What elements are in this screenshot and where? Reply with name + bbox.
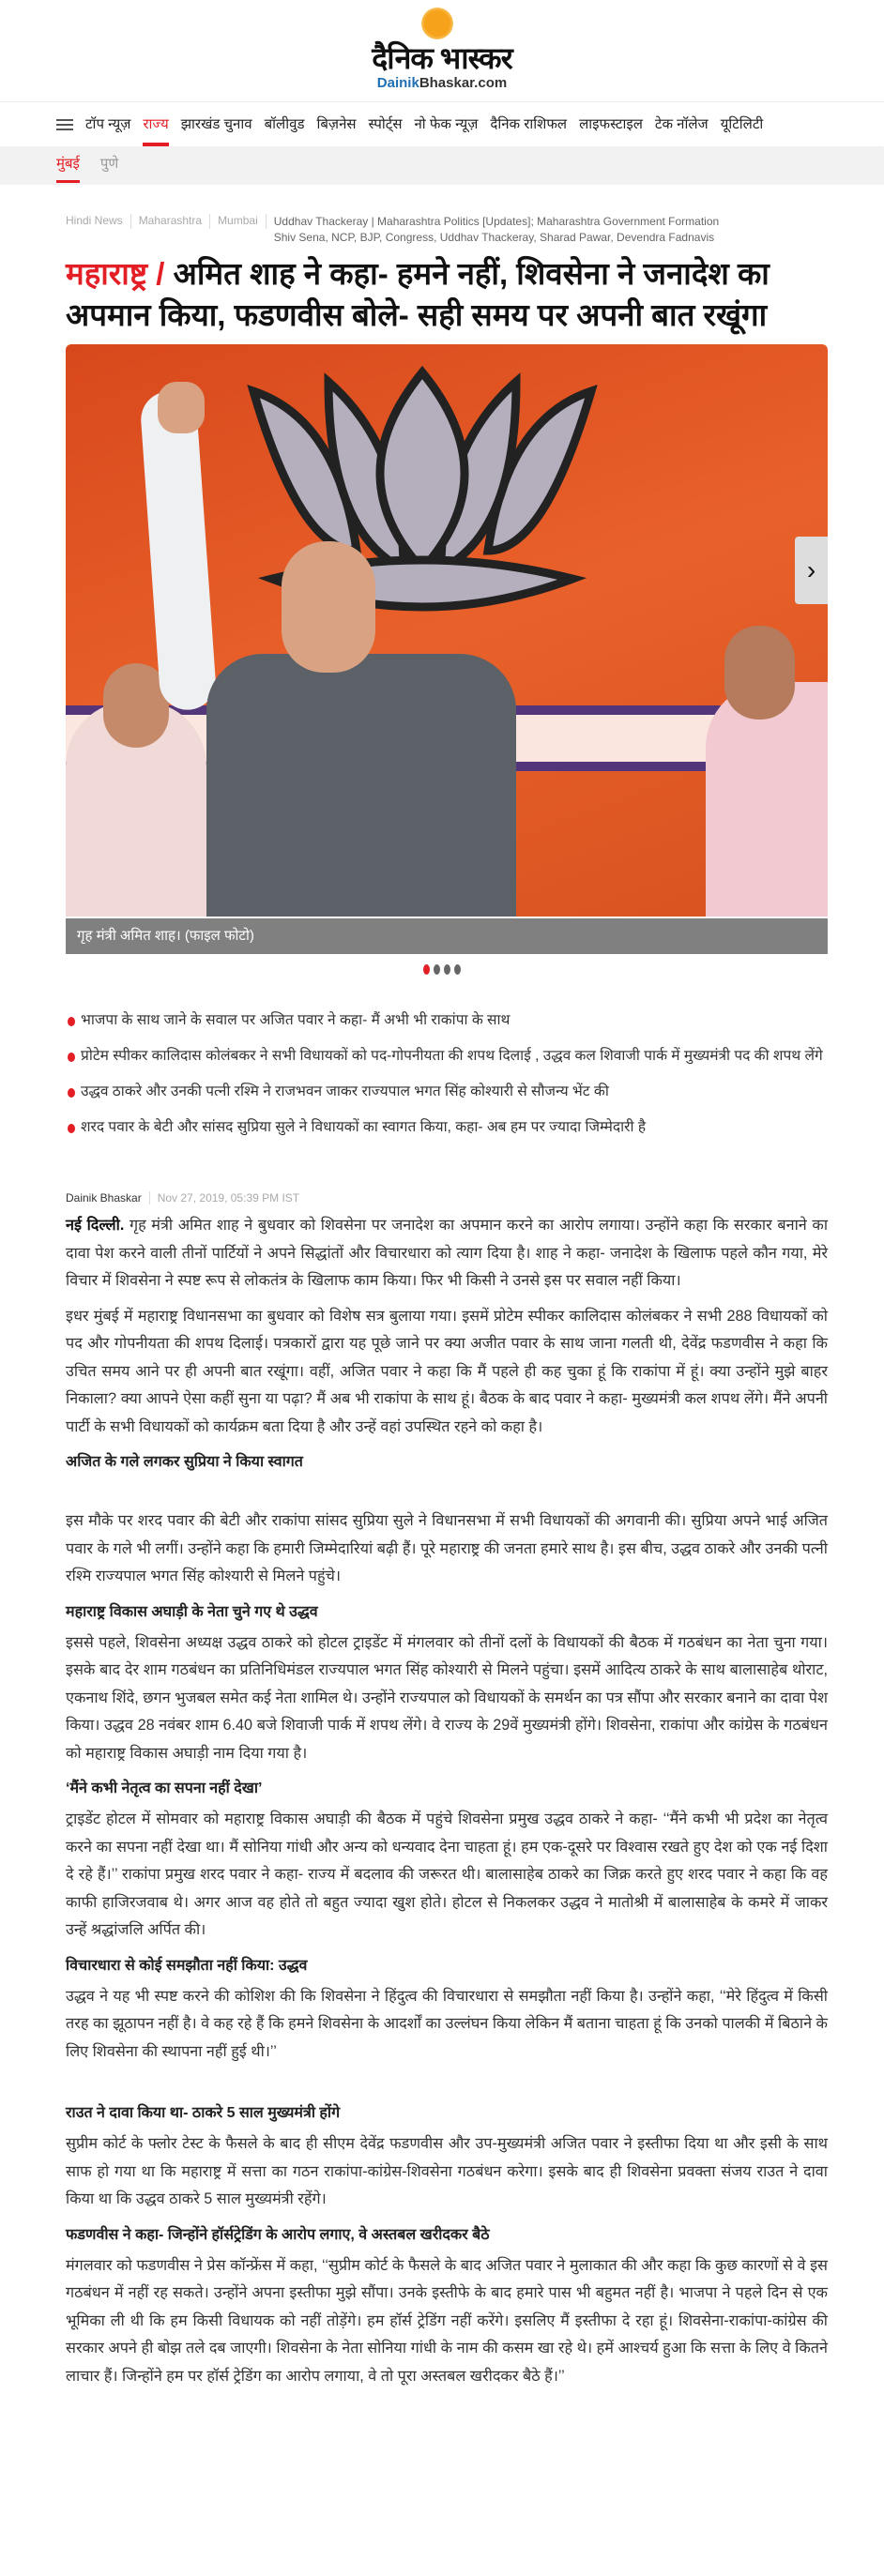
logo-domain: DainikBhaskar.com <box>376 75 508 91</box>
gallery-dot-3[interactable] <box>444 964 450 975</box>
paragraph: मंगलवार को फडणवीस ने प्रेस कॉन्फ्रेंस में कहा, ‘‘सुप्रीम कोर्ट के फैसले के बाद अजित पवार ने मुलाकात की और कहा कि कुछ कारणों से वे इस गठबंधन में नहीं रह सकते। उन्होंने अपना इस्तीफा मुझे सौंपा। उनके इस्तीफे के बाद हमारे पास भी बहुमत नहीं है। भाजपा ने पहले दिन से एक भूमिका ली थी कि हम किसी विधायक को नहीं तोड़ेंगे। हम हॉर्स ट्रेडिंग नहीं करेंगे। इसलिए मैं इस्तीफा दे रहा हूं। शिवसेना-राकांपा-कांग्रेस की सरकार अपने ही बोझ तले दब जाएगी। शिवसेना के नेता सोनिया गांधी के नाम की कसम खा रहे थे। हमें आश्चर्य हुआ कि सत्ता के लिए वे कितने लाचार हैं। जिन्होंने हम पर हॉर्स ट्रेडिंग का आरोप लगाया, वे तो पूरा अस्तबल खरीदकर बैठे हैं।’’ <box>66 2256 828 2385</box>
nav-item-utility[interactable]: यूटिलिटी <box>720 115 764 132</box>
subnav-item-pune[interactable]: पुणे <box>99 156 119 172</box>
person-right <box>706 682 828 917</box>
publish-date: Nov 27, 2019, 05:39 PM IST <box>157 1191 300 1205</box>
highlight-item: प्रोटेम स्पीकर कालिदास कोलंबकर ने सभी विधायकों को पद-गोपनीयता की शपथ दिलाई , उद्धव कल शिवाजी पार्क में मुख्यमंत्री पद की शपथ लेंगे <box>68 1044 837 1068</box>
gallery-next-button[interactable] <box>795 537 828 604</box>
byline <box>66 1191 299 1205</box>
gallery-dot-4[interactable] <box>454 964 461 975</box>
paragraph: उद्धव ने यह भी स्पष्ट करने की कोशिश की कि शिवसेना ने हिंदुत्व की विचारधारा से समझौता नहीं किया है। उन्होंने कहा, ‘‘मेरे हिंदुत्व में किसी तरह का झूठापन नहीं है। वे कह रहे हैं कि हमने शिवसेना के आदर्शों का उल्लंघन किया लेकिन मैं बताना चाहता हूं कि उनको पालकी में बिठाने के लिए शिवसेना की स्थापना नहीं हुई थी।’’ <box>66 1987 828 2060</box>
logo-hindi-text: दैनिक भास्कर <box>372 41 512 75</box>
sub-nav <box>0 147 884 185</box>
lotus-symbol <box>197 363 648 663</box>
paragraph: नई दिल्ली. गृह मंत्री अमित शाह ने बुधवार को शिवसेना पर जनादेश का अपमान करने का आरोप लगाया। उन्होंने कहा कि सरकार बनाने का दावा पेश करने वाली तीनों पार्टियों ने अपने सिद्धांतों और विचारधारा को त्याग दिया है। शाह ने कहा- जनादेश के खिलाफ पहले कौन गया, मेरे विचार में शिवसेना ने स्पष्ट रूप से लोकतंत्र के खिलाफ काम किया। फिर भी किसी ने उनसे इस पर सवाल नहीं किया। <box>66 1217 829 1289</box>
gallery-dot-2[interactable] <box>434 964 440 975</box>
hamburger-menu-icon[interactable] <box>56 119 73 130</box>
nav-item-sports[interactable]: स्पोर्ट्स <box>368 115 403 132</box>
main-person-head <box>282 541 375 673</box>
paragraph: ट्राइडेंट होटल में सोमवार को महाराष्ट्र विकास अघाड़ी की बैठक में पहुंचे शिवसेना प्रमुख उद्धव ठाकरे ने कहा- ‘‘मैंने कभी भी प्रदेश का नेतृत्व करने का सपना नहीं देखा था। मैं सोनिया गांधी और अन्य को धन्यवाद देना चाहता हूं। हम एक-दूसरे पर विश्वास रखते हुए देश को एक नई दिशा दे रहे हैं।’’ राकांपा प्रमुख शरद पवार ने कहा- राज्य में बदलाव की जरूरत थी। बालासाहेब ठाकरे का जिक्र करते हुए शरद पवार ने कहा कि वह काफी हाजिरजवाब थे। अगर आज वह होते तो बहुत ज्यादा खुश होते। होटल से निकलकर उद्धव ने मातोश्री में बालासाहेब के कमरे में जाकर उन्हें श्रद्धांजलि अर्पित की। <box>66 1811 828 1938</box>
breadcrumb-tags: Uddhav Thackeray | Maharashtra Politics [Updates]; Maharashtra Government Formation Shiv Sena, NCP, BJP, Congress, Uddhav Thackeray, Sharad Pawar, Devendra Fadnavis <box>273 215 720 244</box>
person-left <box>66 701 206 917</box>
section-heading: ‘मैंने कभी नेतृत्व का सपना नहीं देखा’ <box>66 1780 263 1796</box>
highlight-item: भाजपा के साथ जाने के सवाल पर अजित पवार ने कहा- मैं अभी भी राकांपा के साथ <box>68 1008 837 1033</box>
nav-item-business[interactable]: बिज़नेस <box>316 115 357 132</box>
nav-item-no-fake-news[interactable]: नो फेक न्यूज़ <box>414 115 479 132</box>
breadcrumb-maharashtra[interactable]: Maharashtra <box>139 214 210 229</box>
page-title <box>66 253 835 336</box>
section-heading: फडणवीस ने कहा- जिन्होंने हॉर्सट्रेडिंग के आरोप लगाए, वे अस्तबल खरीदकर बैठे <box>66 2226 490 2243</box>
section-heading: अजित के गले लगकर सुप्रिया ने किया स्वागत <box>66 1454 303 1470</box>
dateline: नई दिल्ली. <box>66 1217 125 1234</box>
chevron-right-icon: › <box>806 555 816 584</box>
nav-item-rashifal[interactable]: दैनिक राशिफल <box>490 115 568 132</box>
breadcrumb-hindi-news[interactable]: Hindi News <box>66 214 131 229</box>
gallery-image <box>66 344 828 917</box>
nav-item-tech-knowledge[interactable]: टेक नॉलेज <box>654 115 709 132</box>
nav-item-top-news[interactable]: टॉप न्यूज़ <box>85 115 131 132</box>
gallery-dot-1[interactable] <box>423 964 430 975</box>
image-caption: गृह मंत्री अमित शाह। (फाइल फोटो) <box>66 918 828 954</box>
paragraph: इससे पहले, शिवसेना अध्यक्ष उद्धव ठाकरे को होटल ट्राइडेंट में मंगलवार को तीनों दलों के विधायकों की बैठक में गठबंधन का नेता चुना गया। इसके बाद देर शाम गठबंधन का प्रतिनिधिमंडल राज्यपाल भगत सिंह कोश्यारी से मिलने पहुंचा। इसमें आदित्य ठाकरे के साथ बालासाहेब थोराट, एकनाथ शिंदे, छगन भुजबल समेत कई नेता शामिल थे। उन्होंने राज्यपाल को विधायकों के समर्थन का पत्र सौंपा और सरकार बनाने का दावा पेश किया। उद्धव 28 नवंबर शाम 6.40 बजे शिवाजी पार्क में शपथ लेंगे। वे राज्य के 29वें मुख्यमंत्री होंगे। शिवसेना, राकांपा और कांग्रेस के गठबंधन को महाराष्ट्र विकास अघाड़ी नाम दिया गया है। <box>66 1633 828 1762</box>
main-nav <box>0 101 884 146</box>
headline-text: अमित शाह ने कहा- हमने नहीं, शिवसेना ने जनादेश का अपमान किया, फडणवीस बोले- सही समय पर अपनी बात रखूंगा <box>66 256 770 332</box>
nav-item-jharkhand-election[interactable]: झारखंड चुनाव <box>180 115 252 132</box>
section-heading: महाराष्ट्र विकास अघाड़ी के नेता चुने गए थे उद्धव <box>66 1603 318 1620</box>
paragraph: इस मौके पर शरद पवार की बेटी और राकांपा सांसद सुप्रिया सुले ने विधानसभा में सभी विधायकों की अगवानी की। सुप्रिया अपने भाई अजित पवार के गले भी लगीं। उन्होंने कहा कि हमारी जिम्मेदारियां बढ़ी हैं। पूरे महाराष्ट्र की जनता हमारे साथ है। इस बीच, उद्धव ठाकरे और उनकी पत्नी रश्मि राज्यपाल भगत सिंह कोश्यारी से मिलने पहुंचे। <box>66 1512 828 1584</box>
paragraph: सुप्रीम कोर्ट के फ्लोर टेस्ट के फैसले के बाद ही सीएम देवेंद्र फडणवीस और उप-मुख्यमंत्री अजित पवार ने इस्तीफा दिया था और इसी के साथ साफ हो गया था कि महाराष्ट्र में सत्ता का गठन राकांपा-कांग्रेस-शिवसेना गठबंधन करेगा। इसके बाद ही शिवसेना प्रवक्ता संजय राउत ने दावा किया था कि उद्धव ठाकरे 5 साल मुख्यमंत्री रहेंगे। <box>66 2135 828 2207</box>
breadcrumb-mumbai[interactable]: Mumbai <box>218 214 267 229</box>
highlight-item: उद्धव ठाकरे और उनकी पत्नी रश्मि ने राजभवन जाकर राज्यपाल भगत सिंह कोश्यारी से सौजन्य भेंट की <box>68 1080 837 1104</box>
sun-logo-icon <box>421 8 453 39</box>
paragraph: इधर मुंबई में महाराष्ट्र विधानसभा का बुधवार को विशेष सत्र बुलाया गया। इसमें प्रोटेम स्पीकर कालिदास कोलंबकर ने सभी 288 विधायकों को पद और गोपनीयता की शपथ दिलाई। पत्रकारों द्वारा यह पूछे जाने पर क्या अजीत पवार के साथ जाना गलती थी, देवेंद्र फडणवीस ने कहा कि उचित समय आने पर ही अपनी बात रखूंगा। वहीं, अजित पवार ने कहा कि मैं पहले ही कह चुका हूं कि राकांपा में हूं। क्या उन्होंने मुझे बाहर निकाला? क्या आपने ऐसा कहीं सुना या पढ़ा? मैं अब भी राकांपा के साथ हूं। बैठक के बाद पवार ने कहा- मुख्यमंत्री कल शपथ लेंगे। मैंने अपनी पार्टी के सभी विधायकों को कार्यक्रम बता दिया है और उन्हें वहां उपस्थित रहने को कहा है। <box>66 1307 828 1435</box>
gallery-dots <box>0 964 884 975</box>
site-logo[interactable] <box>0 0 884 98</box>
main-person-body <box>206 654 516 917</box>
section-heading: विचारधारा से कोई समझौता नहीं किया: उद्धव <box>66 1957 308 1974</box>
title-category[interactable]: महाराष्ट्र / <box>66 256 165 291</box>
highlight-item: शरद पवार के बेटी और सांसद सुप्रिया सुले ने विधायकों का स्वागत किया, कहा- अब हम पर ज्यादा जिम्मेदारी है <box>68 1115 837 1140</box>
author: Dainik Bhaskar <box>66 1191 150 1205</box>
article-body <box>66 1212 828 2398</box>
nav-item-state[interactable]: राज्य <box>143 102 168 147</box>
nav-item-bollywood[interactable]: बॉलीवुड <box>264 115 305 132</box>
fist <box>158 382 205 433</box>
breadcrumb <box>66 214 816 246</box>
subnav-item-mumbai[interactable]: मुंबई <box>56 147 80 185</box>
section-heading: राउत ने दावा किया था- ठाकरे 5 साल मुख्यमंत्री होंगे <box>66 2105 341 2121</box>
highlights-list <box>68 1008 837 1151</box>
nav-item-lifestyle[interactable]: लाइफस्टाइल <box>579 115 643 132</box>
